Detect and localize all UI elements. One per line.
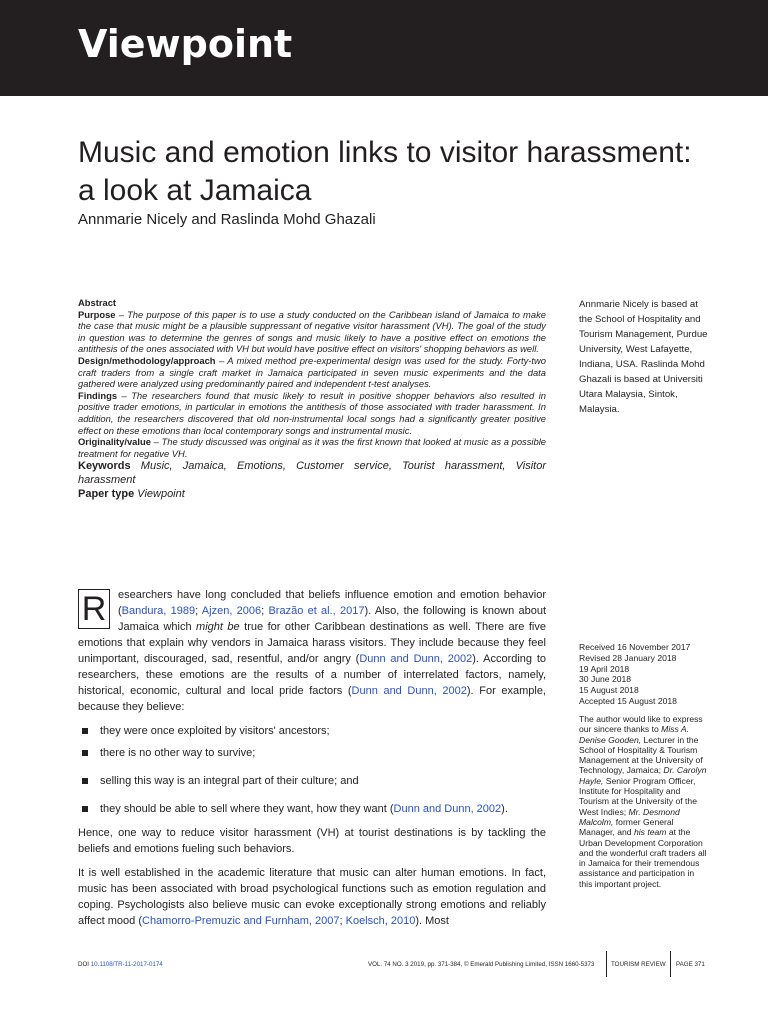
body-text-span: It is well established in the academic literature that music can alter human emotions. In fact, music has been associated with broad psychological functions such as emotion regulation and coping. Psychologists also believe music can evoke exceptionally strong emotions and reliably affect mood ( [78,867,546,927]
body-text-span: esearchers have long concluded that beliefs influence emotion and emotion behavior ( [118,589,546,617]
doi-label: DOI [78,961,91,968]
keywords [78,459,546,487]
thanks-text: The author would like to express our sincere thanks to [579,714,703,735]
body-text-span: ; [261,605,269,617]
footer-divider [670,951,671,977]
citation-link[interactable]: Ajzen, 2006 [201,605,262,617]
keywords-text: Music, Jamaica, Emotions, Customer service, Tourist harassment, Visitor harassment [78,460,546,487]
footer-doi [78,961,163,968]
abstract-design [78,355,546,390]
body-text-span: ). Most [415,915,449,927]
accepted-date: Accepted 15 August 2018 [579,695,677,706]
footer-page-number: PAGE 371 [676,961,705,968]
citation-link[interactable]: Dunn and Dunn, 2002 [351,685,467,697]
citation-link[interactable]: Dunn and Dunn, 2002 [359,653,473,665]
originality-label: Originality/value [78,436,151,448]
doi-link[interactable]: 10.1108/TR-11-2017-0174 [90,961,163,968]
keywords-label: Keywords [78,460,131,473]
author-affiliation: Annmarie Nicely is based at the School of Hospitality and Tourism Management, Purdue University, West Lafayette, Indiana, USA. Raslinda Mohd Ghazali is based at Universiti Utara Malaysia, Sintok, Malaysia. [579,299,708,415]
thanks-name: Mr. Desmond Malcolm, [579,806,680,827]
thanks-text: Lecturer in the School of Hospitality & Tourism Management at the University of Technology, Jamaica; [579,734,703,776]
body-text-span: ). Also, the following is known about Jamaica which [118,605,547,633]
body-paragraph-2: Hence, one way to reduce visitor harassment (VH) at tourist destinations is by tackling the beliefs and emotions fueling such behaviors. [78,827,546,855]
thanks-text: at the Urban Development Corporation and the wonderful craft traders all in Jamaica for their tremendous assistance and participation in this important project. [579,827,707,889]
banner-title: Viewpoint [78,22,293,66]
citation-link[interactable]: Dunn and Dunn, 2002 [393,803,502,815]
body-paragraph-1 [78,587,546,715]
article-authors: Annmarie Nicely and Raslinda Mohd Ghazali [78,211,376,228]
findings-text: – The researchers found that music likely to result in positive shopper behaviors also resulted in positive trader emotions, in particular in emotions the antithesis of those associated with trader harassment. In addition, the researchers discovered that old non-instrumental local songs had a significantly greater positive effect on these emotions than local contemporary songs and instrumental music. [78,389,546,436]
originality-text: – The study discussed was original as it was the first known that looked at music as a possible treatment for negative VH. [78,436,546,459]
article-title-line1: Music and emotion links to visitor harassment: [78,136,692,169]
revised-date: 15 August 2018 [579,685,639,696]
thanks-name: Dr. Carolyn Hayle, [579,765,707,786]
purpose-label: Purpose [78,308,116,320]
thanks-text: former General Manager, and [579,816,674,838]
article-title-line2: a look at Jamaica [78,174,312,207]
belief-list [78,723,546,817]
body-text-span: ; [339,915,346,927]
article-body [78,587,546,937]
body-text-span: they should be able to sell where they want, how they want ( [100,803,394,815]
dropcap-letter: R [78,589,110,629]
revised-date: 19 April 2018 [579,663,630,674]
footer-volume: VOL. 74 NO. 3 2019, pp. 371-384, © Emerald Publishing Limited, ISSN 1660-5373 [368,961,595,968]
received-date: Received 16 November 2017 [579,642,691,652]
purpose-text: – The purpose of this paper is to use a study conducted on the Caribbean island of Jamaica to make the case that music might be a plausible suppressant of negative visitor harassment (VH). The goal of the study in question was to determine the genres of songs and music likely to have a positive effect on emotions the antithesis of the ones associated with VH but would have positive effect on visitors' shopping behaviors as well. [78,308,546,355]
abstract-purpose [78,309,546,355]
list-item [78,801,546,817]
abstract-heading: Abstract [78,297,117,308]
abstract-findings [78,390,546,436]
design-text: – A mixed method pre-experimental design was used for the study. Forty-two craft traders from a single craft market in Jamaica participated in seven music experiments and the data gathered were analyzed using predominantly paired and independent t-test analyses. [78,354,546,390]
article-title [78,134,738,210]
thanks-name: Miss A. Denise Gooden, [579,724,690,745]
footer-divider [606,951,607,977]
list-item: selling this way is an integral part of their culture; and [78,773,546,789]
paper-type-label: Paper type [78,488,135,501]
revised-date: Revised 28 January 2018 [579,652,677,663]
citation-link[interactable]: Chamorro-Premuzic and Furnham, 2007 [142,915,340,927]
revised-date: 30 June 2018 [579,674,632,685]
paper-type [78,487,546,501]
list-item: they were once exploited by visitors' ancestors; [78,723,546,739]
body-italic-span: might be [196,621,240,633]
thanks-name: his team [633,827,667,838]
citation-link[interactable]: Brazão et al., 2017 [268,605,365,617]
body-text-span: ). [501,803,508,815]
page-footer [78,959,708,973]
body-text-span: ). According to researchers, these emotions are the results of a number of interrelated factors, namely, historical, economic, cultural and local pride factors ( [78,653,546,697]
abstract-originality [78,436,546,459]
body-paragraph-3 [78,865,546,929]
design-label: Design/methodology/approach [78,354,216,366]
findings-label: Findings [78,389,118,401]
abstract [78,297,546,501]
article-history [579,642,719,707]
footer-journal: TOURISM REVIEW [611,961,666,968]
citation-link[interactable]: Bandura, 1989 [121,605,196,617]
paper-type-text: Viewpoint [134,488,185,501]
citation-link[interactable]: Koelsch, 2010 [345,915,416,927]
acknowledgements [579,714,709,889]
body-text-span: ). For example, because they believe: [78,685,546,713]
thanks-text: Senior Program Officer, Institute for Hospitality and Tourism at the University of the West Indies; [579,775,697,817]
body-text-span: ; [195,605,202,617]
journal-banner [0,0,768,96]
list-item: there is no other way to survive; [78,745,546,761]
body-text-span: true for other Caribbean destinations as well. There are five emotions that explain why vendors in Jamaica harass visitors. They include because they feel unimportant, discouraged, sad, resentful, and/or angry ( [78,621,546,665]
